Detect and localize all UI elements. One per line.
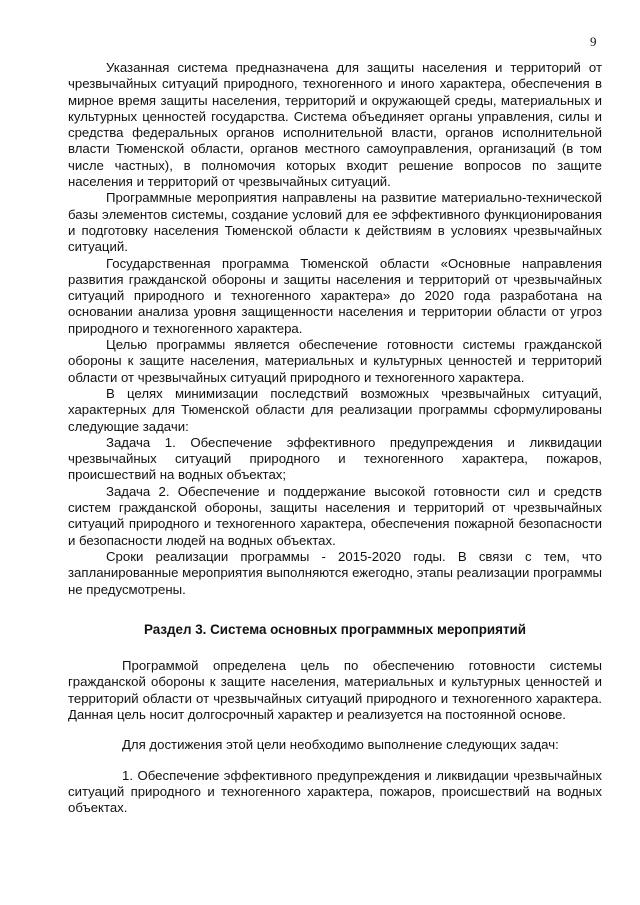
paragraph-section-task-1: 1. Обеспечение эффективного предупреждения и ликвидации чрезвычайных ситуаций природного и техногенного характера, пожаров, происшествий на водных объектах.: [68, 767, 602, 816]
paragraph-task-2: Задача 2. Обеспечение и поддержание высокой готовности сил и средств систем гражданской обороны, защиты населения и территорий от чрезвычайных ситуаций природного и техногенного характера, обеспечения пожарной безопасности и безопасности людей на водных объектах.: [68, 483, 602, 548]
paragraph-state-program: Государственная программа Тюменской области «Основные направления развития гражданской обороны и защиты населения и территорий от чрезвычайных ситуаций природного и техногенного характера» до 2020 года разработана на основании анализа уровня защищенности населения и территории области от угроз природного и техногенного характера.: [68, 255, 602, 336]
page-body: [68, 60, 602, 816]
paragraph-system-purpose: Указанная система предназначена для защиты населения и территорий от чрезвычайных ситуаций природного, техногенного и иного характера, обеспечения в мирное время защиты населения, территорий и окружающей среды, материальных и культурных ценностей государства. Система объединяет органы управления, силы и средства федеральных органов исполнительной власти, органов исполнительной власти Тюменской области, органов местного самоуправления, организаций (в том числе частных), в полномочия которых входит решение вопросов по защите населения и территорий от чрезвычайных ситуаций.: [68, 60, 602, 190]
paragraph-task-1: Задача 1. Обеспечение эффективного предупреждения и ликвидации чрезвычайных ситуаций природного и техногенного характера, пожаров, происшествий на водных объектах;: [68, 434, 602, 483]
section-title: Раздел 3. Система основных программных мероприятий: [144, 621, 526, 637]
paragraph-section-tasks-intro: Для достижения этой цели необходимо выполнение следующих задач:: [122, 737, 559, 753]
paragraph-tasks-intro: В целях минимизации последствий возможных чрезвычайных ситуаций, характерных для Тюменской области для реализации программы сформулированы следующие задачи:: [68, 385, 602, 434]
paragraph-program-measures: Программные мероприятия направлены на развитие материально-технической базы элементов системы, создание условий для ее эффективного функционирования и подготовку населения Тюменской области к действиям в условиях чрезвычайных ситуаций.: [68, 190, 602, 255]
paragraph-section-goal: Программой определена цель по обеспечению готовности системы гражданской обороны к защите населения, материальных и культурных ценностей и территорий области от чрезвычайных ситуаций природного и техногенного характера. Данная цель носит долгосрочный характер и реализуется на постоянной основе.: [68, 658, 602, 722]
paragraph-program-goal: Целью программы является обеспечение готовности системы гражданской обороны к защите населения, материальных и культурных ценностей и территорий области от чрезвычайных ситуаций природного и техногенного характера.: [68, 337, 602, 385]
paragraph-program-timeline: Сроки реализации программы - 2015-2020 годы. В связи с тем, что запланированные мероприятия выполняются ежегодно, этапы реализации программы не предусмотрены.: [68, 548, 602, 597]
page-number: 9: [590, 34, 597, 49]
